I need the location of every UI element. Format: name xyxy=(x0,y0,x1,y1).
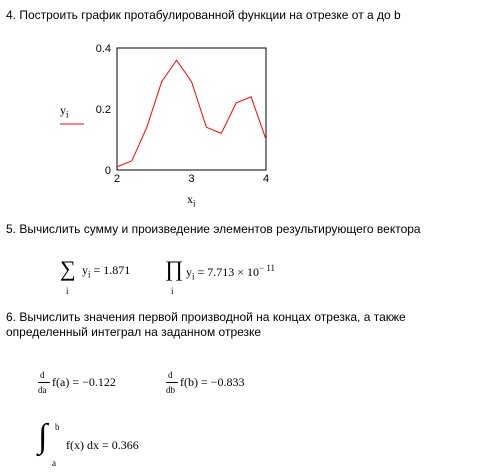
y-tick-label: 0.2 xyxy=(95,104,111,116)
y-tick-labels xyxy=(96,43,111,177)
x-tick-label: 4 xyxy=(262,173,270,185)
derivative-a-numerator: d xyxy=(40,370,45,380)
integral-lower-limit: a xyxy=(52,458,56,468)
x-tick-label: 2 xyxy=(113,173,121,185)
product-symbol: ∏ xyxy=(165,256,184,281)
function-chart xyxy=(0,0,485,215)
integral-symbol: ∫ xyxy=(38,418,48,455)
product-index: i xyxy=(171,286,174,296)
series-line xyxy=(117,60,266,167)
derivative-b-expression: f(b) = −0.833 xyxy=(180,375,245,389)
integral-expression: f(x) dx = 0.366 xyxy=(66,438,139,452)
plot-frame xyxy=(117,48,266,170)
sum-symbol: ∑ xyxy=(60,256,76,281)
integral-upper-limit: b xyxy=(55,422,60,432)
section-6-heading-line-1: 6. Вычислить значения первой производной на концах отрезка, а также xyxy=(6,310,406,324)
derivative-b-numerator: d xyxy=(168,370,173,380)
x-axis-label: $x_i$ xyxy=(187,192,196,209)
x-tick-labels xyxy=(114,173,269,185)
x-tick-label: 3 xyxy=(188,173,195,185)
derivative-b-denominator: db xyxy=(166,385,175,395)
section-5-heading: 5. Вычислить сумму и произведение элементов результирующего вектора xyxy=(6,222,421,236)
section-4-heading: 4. Построить график протабулированной функции на отрезке от a до b xyxy=(6,8,401,22)
derivative-a-denominator: da xyxy=(38,385,47,395)
section-6-heading-line-2: определенный интеграл на заданном отрезке xyxy=(6,325,262,339)
derivative-b-fraction-bar xyxy=(166,382,178,383)
derivative-a-fraction-bar xyxy=(38,382,50,383)
sum-index: i xyxy=(66,286,69,296)
y-tick-label: 0 xyxy=(104,165,111,177)
y-tick-label: 0.4 xyxy=(95,43,111,55)
series-layer xyxy=(117,60,266,167)
y-axis-label: $y_i$ xyxy=(60,103,69,120)
derivative-a-expression: f(a) = −0.122 xyxy=(52,375,116,389)
product-expression: $y_i = 7.713 \times 10^{- 11}$ xyxy=(186,263,276,282)
sum-expression: $y_i = 1.871$ xyxy=(82,263,131,280)
